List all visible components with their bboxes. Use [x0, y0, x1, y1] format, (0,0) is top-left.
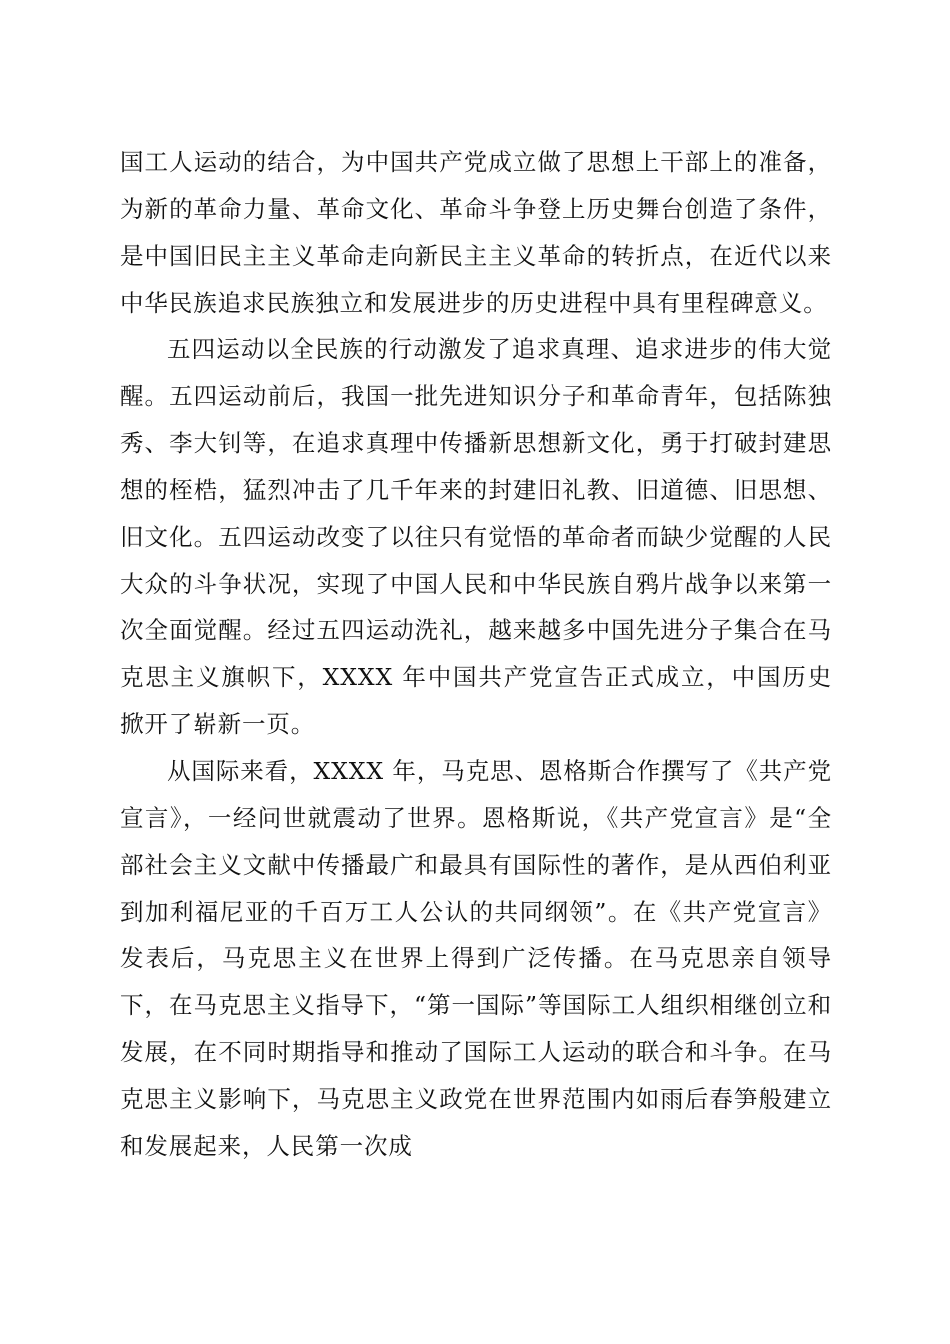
document-body — [120, 139, 832, 1170]
paragraph-continuation: 国工人运动的结合，为中国共产党成立做了思想上干部上的准备，为新的革命力量、革命文化、革命斗争登上历史舞台创造了条件，是中国旧民主主义革命走向新民主主义革命的转折点，在近代以来中华民族追求民族独立和发展进步的历史进程中具有里程碑意义。 — [120, 148, 832, 317]
paragraph-international-context: 从国际来看，XXXX 年，马克思、恩格斯合作撰写了《共产党宣言》，一经问世就震动了世界。恩格斯说，《共产党宣言》是“全部社会主义文献中传播最广和最具有国际性的著作，是从西伯利亚到加利福尼亚的千百万工人公认的共同纲领”。在《共产党宣言》发表后，马克思主义在世界上得到广泛传播。在马克思亲自领导下，在马克思主义指导下，“第一国际”等国际工人组织相继创立和发展，在不同时期指导和推动了国际工人运动的联合和斗争。在马克思主义影响下，马克思主义政党在世界范围内如雨后春笋般建立和发展起来，人民第一次成 — [120, 756, 832, 1160]
paragraph-may-fourth-awakening: 五四运动以全民族的行动激发了追求真理、追求进步的伟大觉醒。五四运动前后，我国一批先进知识分子和革命青年，包括陈独秀、李大钊等，在追求真理中传播新思想新文化，勇于打破封建思想的桎梏，猛烈冲击了几千年来的封建旧礼教、旧道德、旧思想、旧文化。五四运动改变了以往只有觉悟的革命者而缺少觉醒的人民大众的斗争状况，实现了中国人民和中华民族自鸦片战争以来第一次全面觉醒。经过五四运动洗礼，越来越多中国先进分子集合在马克思主义旗帜下，XXXX 年中国共产党宣告正式成立，中国历史掀开了崭新一页。 — [120, 335, 832, 739]
